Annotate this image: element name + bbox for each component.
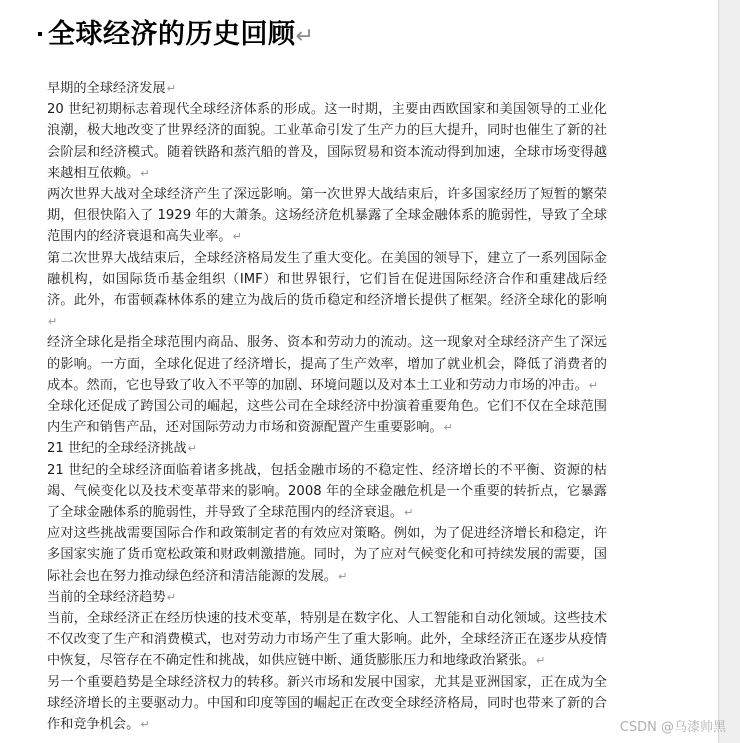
paragraph-text: 另一个重要趋势是全球经济权力的转移。新兴市场和发展中国家，尤其是亚洲国家，正在成为全球经济增长的主要驱动力。中国和印度等国的崛起正在改变全球经济格局，同时也带来了新的合作和竞争机会。 [47, 674, 607, 733]
paragraph [47, 460, 607, 524]
paragraph-mark-icon: ↵ [232, 230, 243, 244]
paragraph [47, 396, 607, 438]
paragraph-mark-icon: ↵ [404, 506, 414, 520]
paragraph [47, 184, 607, 248]
paragraph-mark-icon: ↵ [588, 378, 599, 392]
section-heading [47, 438, 607, 459]
paragraph-text: 当前，全球经济正在经历快速的技术变革，特别是在数字化、人工智能和自动化领域。这些技术不仅改变了生产和消费模式，也对劳动力市场产生了重大影响。此外，全球经济正在逐步从疫情中恢复，尽管存在不确定性和挑战，如供应链中断、通货膨胀压力和地缘政治紧张。 [47, 611, 607, 669]
paragraph-mark-icon: ↵ [166, 590, 177, 604]
document-body [47, 78, 607, 735]
paragraph-mark-icon: ↵ [140, 166, 150, 180]
heading-bullet-icon [38, 32, 42, 36]
paragraph-mark-icon: ↵ [166, 82, 177, 95]
document-title-text: 全球经济的历史回顾 [48, 19, 296, 50]
section-heading [47, 587, 607, 608]
paragraph-text: 经济全球化是指全球范围内商品、服务、资本和劳动力的流动。这一现象对全球经济产生了深远的影响。一方面，全球化促进了经济增长，提高了生产效率，增加了就业机会，降低了消费者的成本。然而，它也导致了收入不平等的加剧、环境问题以及对本土工业和劳动力市场的冲击。 [47, 335, 607, 393]
paragraph-mark-icon: ↵ [48, 315, 58, 329]
paragraph [47, 523, 607, 587]
paragraph-text: 21 世纪的全球经济挑战 [47, 441, 187, 457]
paragraph-text: 第二次世界大战结束后，全球经济格局发生了重大变化。在美国的领导下，建立了一系列国际金融机构，如国际货币基金组织（IMF）和世界银行，它们旨在促进国际经济合作和重建战后经济。此外，布雷顿森林体系的建立为战后的货币稳定和经济增长提供了框架。经济全球化的影响 [47, 250, 607, 309]
document-title [48, 12, 314, 51]
paragraph [47, 248, 607, 333]
paragraph [47, 672, 607, 736]
paragraph [47, 332, 607, 396]
scrollbar-gutter[interactable] [718, 0, 740, 743]
paragraph-text: 当前的全球经济趋势 [47, 589, 166, 605]
paragraph-text: 20 世纪初期标志着现代全球经济体系的形成。这一时期，主要由西欧国家和美国领导的工业化浪潮，极大地改变了世界经济的面貌。工业革命引发了生产力的巨大提升，同时也催生了新的社会阶层和经济模式。随着铁路和蒸汽船的普及，国际贸易和资本流动得到加速，全球市场变得越来越相互依赖。 [47, 102, 607, 181]
watermark: CSDN @乌漆帅黑 [619, 720, 726, 735]
section-heading [47, 78, 607, 99]
paragraph-text: 早期的全球经济发展 [47, 81, 166, 96]
paragraph-mark-icon: ↵ [295, 24, 315, 49]
paragraph-mark-icon: ↵ [140, 718, 150, 732]
paragraph-text: 两次世界大战对全球经济产生了深远影响。第一次世界大战结束后，许多国家经历了短暂的繁荣期，但很快陷入了 1929 年的大萧条。这场经济危机暴露了全球金融体系的脆弱性，导致了全球范围内的经济衰退和高失业率。 [47, 187, 607, 245]
paragraph-mark-icon: ↵ [338, 569, 348, 583]
paragraph-mark-icon: ↵ [535, 654, 546, 668]
paragraph [47, 99, 607, 184]
paragraph-mark-icon: ↵ [443, 421, 454, 435]
paragraph-mark-icon: ↵ [187, 442, 198, 456]
paragraph-text: 全球化还促成了跨国公司的崛起，这些公司在全球经济中扮演着重要角色。它们不仅在全球范围内生产和销售产品，还对国际劳动力市场和资源配置产生重要影响。 [47, 399, 607, 436]
paragraph-text: 应对这些挑战需要国际合作和政策制定者的有效应对策略。例如，为了促进经济增长和稳定，许多国家实施了货币宽松政策和财政刺激措施。同时，为了应对气候变化和可持续发展的需要，国际社会也在努力推动绿色经济和清洁能源的发展。 [47, 526, 607, 584]
paragraph [47, 608, 607, 672]
paragraph-text: 21 世纪的全球经济面临着诸多挑战，包括金融市场的不稳定性、经济增长的不平衡、资源的枯竭、气候变化以及技术变革带来的影响。2008 年的全球金融危机是一个重要的转折点，它暴露了全球金融体系的脆弱性，并导致了全球范围内的经济衰退。 [47, 462, 607, 521]
